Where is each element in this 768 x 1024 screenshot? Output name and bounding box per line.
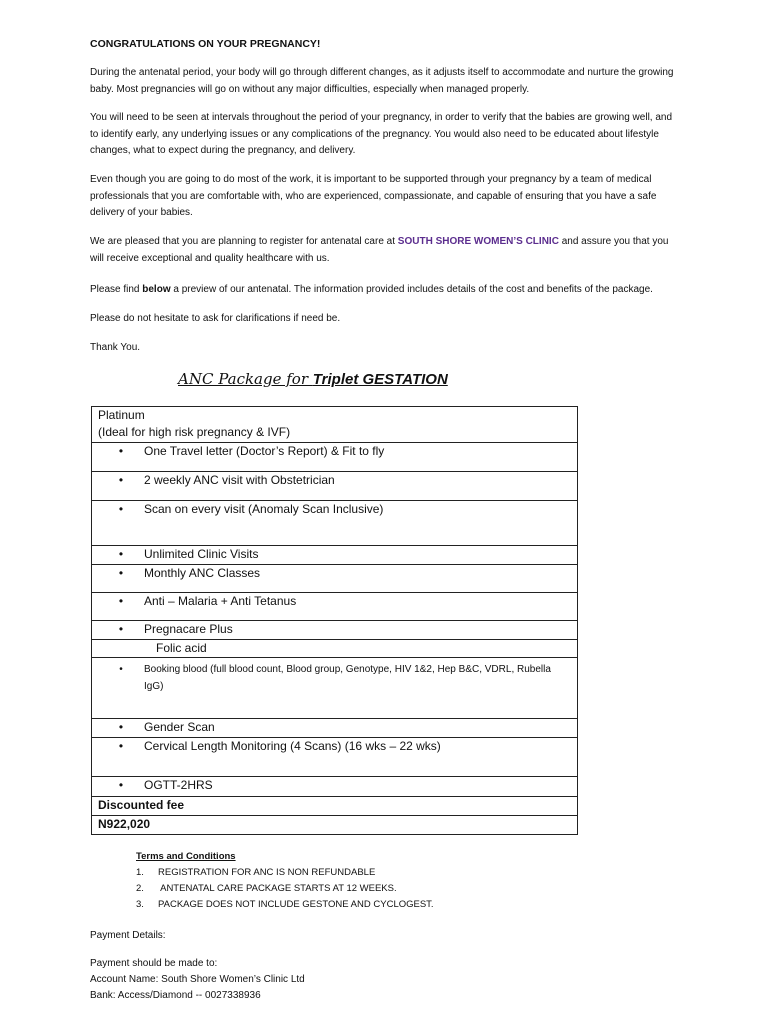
table-row	[92, 738, 578, 777]
paragraph-2: You will need to be seen at intervals throughout the period of your pregnancy, in order to verify that the babies are growing well, and to identify early, any underlying issues or any complications of the pregnancy. You would also need to be educated about lifestyle changes, what to expect during the pregnancy, and delivery.	[90, 112, 673, 156]
bullet-icon: •	[118, 473, 124, 487]
paragraph-1: During the antenatal period, your body will go through different changes, as it adjusts itself to accommodate and nurture the growing baby. Most pregnancies will go on without any major difficulties, especially when managed properly.	[90, 67, 674, 95]
fee-label: Discounted fee	[92, 797, 578, 816]
tier-note: (Ideal for high risk pregnancy & IVF)	[98, 425, 291, 439]
tier-cell	[92, 407, 578, 443]
package-item: Folic acid	[156, 641, 207, 655]
paragraph-3: Even though you are going to do most of the work, it is important to be supported through your pregnancy by a team of medical professionals that you are comfortable with, who are experienced, compassionate, and capable of ensuring that you have a safe delivery of your babies.	[90, 174, 657, 218]
table-row	[92, 640, 578, 658]
bullet-icon: •	[118, 622, 124, 636]
package-item: OGTT-2HRS	[144, 778, 213, 792]
paragraph-6: Please do not hesitate to ask for clarifications if need be.	[90, 313, 341, 324]
bullet-icon: •	[118, 739, 124, 753]
account-name: Account Name: South Shore Women’s Clinic Ltd	[90, 974, 305, 985]
bullet-icon: •	[118, 720, 124, 734]
table-row	[92, 816, 578, 835]
p5-text-after: a preview of our antenatal. The information provided includes details of the cost and benefits of the package.	[170, 284, 653, 295]
bank-details: Bank: Access/Diamond -- 0027338936	[90, 990, 261, 1001]
bullet-icon: •	[118, 778, 124, 792]
bullet-icon: •	[118, 594, 124, 608]
package-title-strong: Triplet GESTATION	[312, 371, 448, 388]
clinic-name: SOUTH SHORE WOMEN’S CLINIC	[397, 236, 559, 247]
paragraph-5	[90, 282, 680, 299]
table-row	[92, 501, 578, 546]
table-row	[92, 472, 578, 501]
terms-section	[136, 849, 434, 913]
list-item: 2. ANTENATAL CARE PACKAGE STARTS AT 12 WEEKS.	[136, 883, 397, 894]
package-item: One Travel letter (Doctor’s Report) & Fit to fly	[144, 444, 385, 458]
letter-heading: CONGRATULATIONS ON YOUR PREGNANCY!	[90, 38, 321, 50]
p5-text-before: Please find	[90, 284, 143, 295]
package-item: Unlimited Clinic Visits	[144, 547, 259, 561]
package-item: Monthly ANC Classes	[144, 566, 261, 580]
fee-value: N922,020	[92, 816, 578, 835]
closing-thanks: Thank You.	[90, 342, 141, 353]
paragraph-4	[90, 234, 680, 267]
package-item: 2 weekly ANC visit with Obstetrician	[144, 473, 335, 487]
package-item: Anti – Malaria + Anti Tetanus	[144, 594, 297, 608]
table-row	[92, 797, 578, 816]
package-item: Pregnacare Plus	[144, 622, 233, 636]
terms-list	[136, 865, 434, 913]
table-row	[92, 658, 578, 719]
bullet-icon: •	[118, 547, 124, 561]
list-item: 1. REGISTRATION FOR ANC IS NON REFUNDABLE	[136, 867, 376, 878]
bullet-icon: •	[118, 444, 124, 458]
package-item: Cervical Length Monitoring (4 Scans) (16 wks – 22 wks)	[144, 739, 441, 753]
p4-text-after: and assure you that you will receive exceptional and quality healthcare with us.	[90, 236, 669, 264]
table-row	[92, 719, 578, 738]
package-title	[178, 370, 448, 388]
table-row	[92, 777, 578, 797]
p5-bold-word: below	[142, 284, 171, 295]
table-row	[92, 621, 578, 640]
payment-instruction: Payment should be made to:	[90, 958, 218, 969]
bullet-icon: •	[119, 664, 123, 675]
bullet-icon: •	[118, 502, 124, 516]
table-row	[92, 546, 578, 565]
table-row	[92, 565, 578, 593]
package-title-prefix: ANC Package for	[178, 370, 313, 388]
terms-heading: Terms and Conditions	[136, 851, 236, 862]
table-row	[92, 593, 578, 621]
payment-details-label: Payment Details:	[90, 930, 166, 941]
package-item: Scan on every visit (Anomaly Scan Inclusive)	[144, 502, 384, 516]
p4-text-before: We are pleased that you are planning to register for antenatal care at	[90, 236, 398, 247]
package-item: Booking blood (full blood count, Blood group, Genotype, HIV 1&2, Hep B&C, VDRL, Rubella IgG)	[144, 664, 551, 692]
bullet-icon: •	[118, 566, 124, 580]
table-row	[92, 407, 578, 443]
package-table	[91, 406, 578, 835]
list-item: 3. PACKAGE DOES NOT INCLUDE GESTONE AND CYCLOGEST.	[136, 899, 434, 910]
tier-name: Platinum	[98, 408, 145, 422]
table-row	[92, 443, 578, 472]
package-item: Gender Scan	[144, 720, 215, 734]
